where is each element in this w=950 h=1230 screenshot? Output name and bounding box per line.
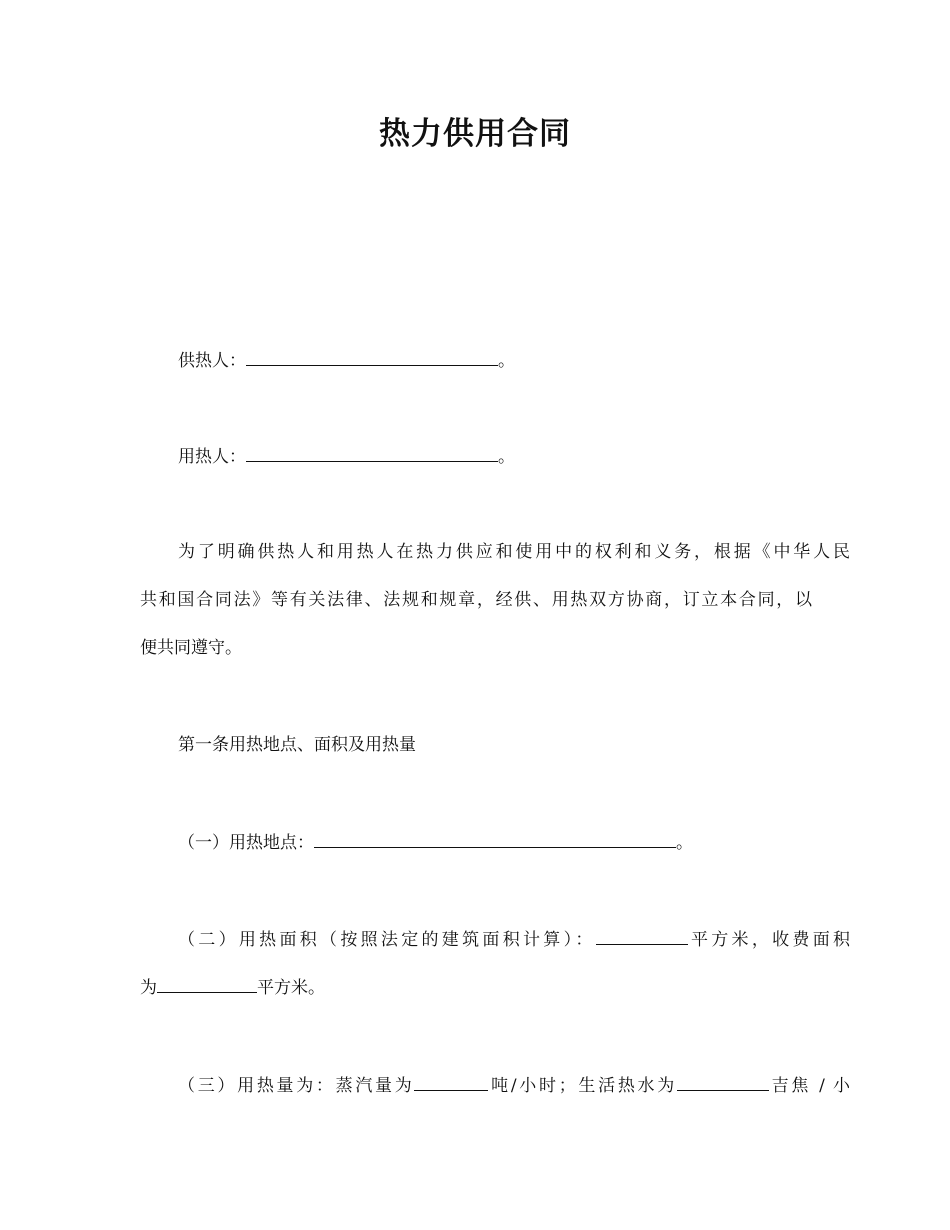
user-blank	[246, 444, 498, 462]
heating-location-blank	[314, 830, 676, 848]
preamble-line-1: 为了明确供热人和用热人在热力供应和使用中的权利和义务，根据《中华人民	[178, 542, 850, 562]
hot-water-unit: 吉焦 / 小	[768, 1076, 850, 1096]
supplier-line	[140, 348, 850, 373]
user-label: 用热人：	[178, 447, 246, 467]
article-1-heading: 第一条用热地点、面积及用热量	[178, 735, 416, 755]
heating-area-label: （二）用热面积（按照法定的建筑面积计算）：	[178, 930, 596, 950]
article-1-item-1	[140, 830, 850, 855]
heating-location-end-mark: 。	[676, 833, 693, 853]
supplier-blank	[246, 348, 498, 366]
heating-area-blank	[596, 927, 688, 945]
supplier-label: 供热人：	[178, 351, 246, 371]
charged-area-blank	[157, 975, 257, 993]
steam-amount-blank	[414, 1073, 488, 1091]
steam-amount-label: （三）用热量为：蒸汽量为	[178, 1076, 415, 1096]
heating-location-label: （一）用热地点：	[178, 833, 314, 853]
article-1-item-2-line-1	[140, 927, 850, 952]
article-1-item-3	[140, 1073, 850, 1098]
charged-area-label: 平方米，收费面积	[687, 930, 851, 950]
user-end-mark: 。	[498, 447, 515, 467]
hot-water-blank	[677, 1073, 769, 1091]
user-line	[140, 444, 850, 469]
supplier-end-mark: 。	[498, 351, 515, 371]
charged-area-unit: 平方米。	[257, 978, 325, 998]
document-title: 热力供用合同	[379, 116, 571, 152]
charged-area-prefix: 为	[140, 978, 157, 998]
article-1-item-2-line-2	[140, 975, 812, 1000]
hot-water-label: 吨/小时；生活热水为	[488, 1076, 677, 1096]
preamble-line-3: 便共同遵守。	[140, 638, 242, 658]
preamble-line-2: 共和国合同法》等有关法律、法规和规章，经供、用热双方协商，订立本合同，以	[140, 590, 812, 610]
